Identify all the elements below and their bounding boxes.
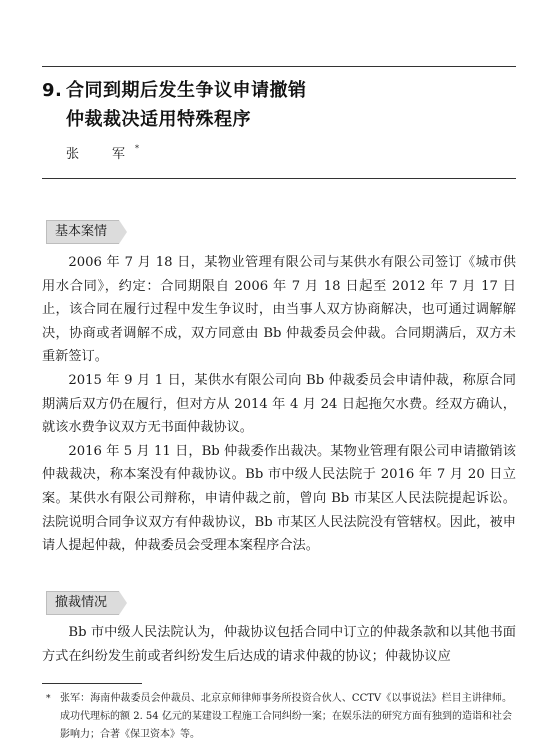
title-bottom-rule xyxy=(42,178,516,179)
article-title xyxy=(42,76,512,134)
top-rule xyxy=(42,66,516,67)
title-line-2: 仲裁裁决适用特殊程序 xyxy=(66,109,251,130)
basic-case-body xyxy=(42,251,516,558)
title-line-1: 合同到期后发生争议申请撤销 xyxy=(66,80,307,101)
annulment-body xyxy=(42,621,516,668)
section-tab-annulment xyxy=(46,591,119,615)
footnote xyxy=(46,690,512,744)
author xyxy=(66,143,139,162)
paragraph: 2015 年 9 月 1 日，某供水有限公司向 Bb 仲裁委员会申请仲裁，称原合同期满后双方仍在履行，但对方从 2014 年 4 月 24 日起拖欠水费。经双方确认，就该水费争议双方无书面仲裁协议。 xyxy=(42,372,516,436)
author-footnote-mark: * xyxy=(135,143,140,153)
footnote-text: 张军：海南仲裁委员会仲裁员、北京京师律师事务所投资合伙人、CCTV《以事说法》栏目主讲律师。成功代理标的额 2. 54 亿元的某建设工程施工合同纠纷一案；在娱乐法的研究方面有独到的造诣和社会影响力；合著《保卫资本》等。 xyxy=(60,693,512,740)
author-name: 张 军 xyxy=(66,147,136,162)
footnote-mark: * xyxy=(46,694,51,704)
section-label-basic-case: 基本案情 xyxy=(55,224,108,239)
article-number: 9. xyxy=(42,80,63,101)
section-tab-basic-case xyxy=(46,220,119,244)
paragraph: 2006 年 7 月 18 日，某物业管理有限公司与某供水有限公司签订《城市供用水合同》，约定：合同期限自 2006 年 7 月 18 日起至 2012 年 7 月 17 日止，该合同在履行过程中发生争议时，由当事人双方协商解决，也可通过调解解决，协商或者调解不成，双方同意由 Bb 仲裁委员会仲裁。合同期满后，双方未重新签订。 xyxy=(42,255,516,365)
paragraph: Bb 市中级人民法院认为，仲裁协议包括合同中订立的仲裁条款和以其他书面方式在纠纷发生前或者纠纷发生后达成的请求仲裁的协议；仲裁协议应 xyxy=(42,625,516,664)
footnote-rule xyxy=(42,683,142,684)
paragraph: 2016 年 5 月 11 日，Bb 仲裁委作出裁决。某物业管理有限公司申请撤销该仲裁裁决，称本案没有仲裁协议。Bb 市中级人民法院于 2016 年 7 月 20 日立案。某供水有限公司辩称，申请仲裁之前，曾向 Bb 市某区人民法院提起诉讼。法院说明合同争议双方有仲裁协议，Bb 市某区人民法院没有管辖权。因此，被申请人提起仲裁，仲裁委员会受理本案程序合法。 xyxy=(42,443,516,554)
section-label-annulment: 撤裁情况 xyxy=(55,595,108,610)
